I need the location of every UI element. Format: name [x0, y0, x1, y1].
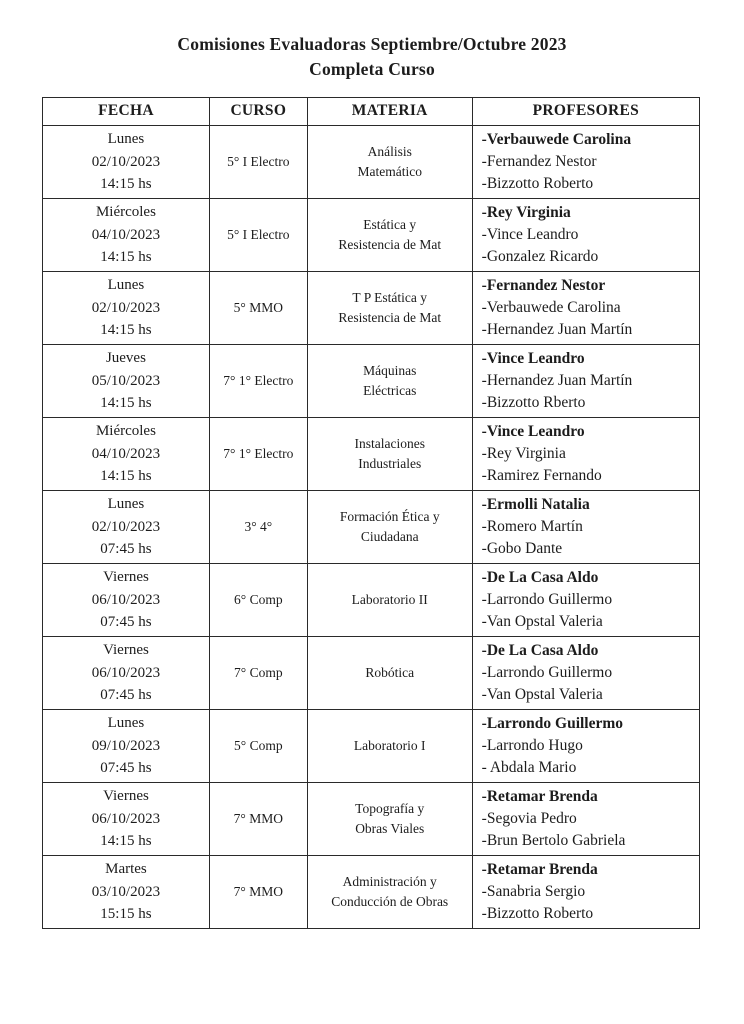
- cell-time: 14:15 hs: [100, 394, 152, 411]
- cell-date: 06/10/2023: [91, 810, 161, 827]
- cell-date: 06/10/2023: [91, 591, 161, 608]
- professor-name: -De La Casa Aldo: [481, 641, 599, 659]
- cell-fecha: [43, 490, 210, 563]
- cell-curso: 7° Comp: [209, 636, 307, 709]
- title-line-1: Comisiones Evaluadoras Septiembre/Octubre 2023: [177, 34, 567, 54]
- materia-line: Estática y: [363, 217, 417, 233]
- table-row: [43, 782, 700, 855]
- materia-line: T P Estática y: [352, 290, 428, 306]
- cell-time: 07:45 hs: [100, 759, 152, 776]
- professor-name: -De La Casa Aldo: [481, 568, 599, 586]
- materia-line: Ciudadana: [360, 528, 419, 544]
- professor-name: - Abdala Mario: [481, 758, 577, 776]
- cell-fecha: [43, 198, 210, 271]
- cell-time: 14:15 hs: [100, 321, 152, 338]
- professor-name: -Hernandez Juan Martín: [481, 371, 633, 389]
- cell-fecha: [43, 782, 210, 855]
- cell-profesores: [472, 271, 699, 344]
- materia-line: Topografía y: [355, 801, 425, 817]
- cell-profesores: [472, 855, 699, 928]
- cell-date: 09/10/2023: [91, 737, 161, 754]
- cell-materia: [307, 855, 472, 928]
- professor-name: -Verbauwede Carolina: [481, 298, 621, 316]
- header-profesores: PROFESORES: [472, 97, 699, 125]
- cell-date: 02/10/2023: [91, 153, 161, 170]
- cell-date: 06/10/2023: [91, 664, 161, 681]
- cell-materia: [307, 563, 472, 636]
- table-row: [43, 709, 700, 782]
- materia-line: Instalaciones: [354, 436, 425, 452]
- cell-curso: 5° MMO: [209, 271, 307, 344]
- professor-name: -Retamar Brenda: [481, 860, 598, 878]
- materia-line: Conducción de Obras: [331, 893, 449, 909]
- cell-curso: 7° MMO: [209, 782, 307, 855]
- professor-name: -Rey Virginia: [481, 444, 566, 462]
- cell-day: Viernes: [103, 642, 149, 659]
- professor-name: -Fernandez Nestor: [481, 152, 597, 170]
- cell-day: Miércoles: [95, 204, 156, 221]
- professor-name: -Bizzotto Roberto: [481, 174, 594, 192]
- materia-line: Matemático: [357, 163, 422, 179]
- cell-time: 14:15 hs: [100, 832, 152, 849]
- materia-line: Laboratorio II: [351, 591, 428, 607]
- table-row: [43, 198, 700, 271]
- cell-day: Miércoles: [95, 423, 156, 440]
- schedule-table-header: [43, 97, 700, 125]
- document-title: [0, 32, 744, 83]
- cell-fecha: [43, 855, 210, 928]
- cell-materia: [307, 125, 472, 198]
- cell-curso: 6° Comp: [209, 563, 307, 636]
- materia-line: Administración y: [342, 874, 437, 890]
- professor-name: -Larrondo Guillermo: [481, 714, 624, 732]
- table-row: [43, 563, 700, 636]
- professor-name: -Gonzalez Ricardo: [481, 247, 599, 265]
- professor-name: -Vince Leandro: [481, 225, 579, 243]
- cell-time: 07:45 hs: [100, 540, 152, 557]
- materia-line: Industriales: [358, 455, 422, 471]
- cell-fecha: [43, 636, 210, 709]
- table-row: [43, 271, 700, 344]
- cell-curso: 5° I Electro: [209, 125, 307, 198]
- title-line-2: Completa Curso: [309, 59, 435, 80]
- cell-profesores: [472, 344, 699, 417]
- cell-profesores: [472, 709, 699, 782]
- table-row: [43, 125, 700, 198]
- professor-name: -Larrondo Guillermo: [481, 663, 613, 681]
- cell-time: 15:15 hs: [100, 905, 152, 922]
- header-fecha: FECHA: [43, 97, 210, 125]
- table-row: [43, 636, 700, 709]
- schedule-table-body: [43, 125, 700, 928]
- cell-date: 03/10/2023: [91, 883, 161, 900]
- materia-line: Obras Viales: [355, 820, 425, 836]
- cell-materia: [307, 709, 472, 782]
- professor-name: -Van Opstal Valeria: [481, 685, 603, 703]
- header-materia: MATERIA: [307, 97, 472, 125]
- materia-line: Eléctricas: [363, 382, 417, 398]
- professor-name: -Ermolli Natalia: [481, 495, 590, 513]
- cell-profesores: [472, 125, 699, 198]
- cell-day: Martes: [105, 861, 147, 878]
- cell-fecha: [43, 709, 210, 782]
- cell-profesores: [472, 782, 699, 855]
- header-curso: CURSO: [209, 97, 307, 125]
- professor-name: -Bizzotto Roberto: [481, 904, 594, 922]
- materia-line: Formación Ética y: [339, 509, 440, 525]
- cell-fecha: [43, 563, 210, 636]
- cell-curso: 7° MMO: [209, 855, 307, 928]
- cell-curso: 5° Comp: [209, 709, 307, 782]
- materia-line: Resistencia de Mat: [338, 309, 442, 325]
- cell-time: 14:15 hs: [100, 175, 152, 192]
- materia-line: Robótica: [365, 664, 415, 680]
- materia-line: Análisis: [367, 144, 412, 160]
- professor-name: -Rey Virginia: [481, 203, 571, 221]
- table-row: [43, 417, 700, 490]
- cell-materia: [307, 344, 472, 417]
- table-row: [43, 855, 700, 928]
- cell-time: 07:45 hs: [100, 613, 152, 630]
- cell-date: 04/10/2023: [91, 226, 161, 243]
- cell-materia: [307, 271, 472, 344]
- professor-name: -Larrondo Guillermo: [481, 590, 613, 608]
- cell-day: Viernes: [103, 788, 149, 805]
- cell-profesores: [472, 563, 699, 636]
- cell-date: 02/10/2023: [91, 518, 161, 535]
- cell-curso: 7° 1° Electro: [209, 417, 307, 490]
- cell-day: Lunes: [107, 496, 145, 513]
- cell-fecha: [43, 417, 210, 490]
- professor-name: -Van Opstal Valeria: [481, 612, 603, 630]
- professor-name: -Romero Martín: [481, 517, 583, 535]
- professor-name: -Vince Leandro: [481, 349, 585, 367]
- cell-profesores: [472, 417, 699, 490]
- professor-name: -Larrondo Hugo: [481, 736, 583, 754]
- professor-name: -Gobo Dante: [481, 539, 563, 557]
- cell-fecha: [43, 344, 210, 417]
- professor-name: -Ramirez Fernando: [481, 466, 602, 484]
- professor-name: -Brun Bertolo Gabriela: [481, 831, 626, 849]
- materia-line: Máquinas: [363, 363, 417, 379]
- cell-day: Lunes: [107, 131, 145, 148]
- professor-name: -Bizzotto Rberto: [481, 393, 586, 411]
- cell-fecha: [43, 271, 210, 344]
- cell-profesores: [472, 636, 699, 709]
- professor-name: -Vince Leandro: [481, 422, 585, 440]
- professor-name: -Verbauwede Carolina: [481, 130, 632, 148]
- cell-date: 05/10/2023: [91, 372, 161, 389]
- cell-materia: [307, 636, 472, 709]
- table-row: [43, 344, 700, 417]
- cell-day: Jueves: [105, 350, 146, 367]
- cell-curso: 7° 1° Electro: [209, 344, 307, 417]
- schedule-table: [42, 97, 700, 929]
- materia-line: Laboratorio I: [353, 737, 426, 753]
- professor-name: -Sanabria Sergio: [481, 882, 586, 900]
- professor-name: -Fernandez Nestor: [481, 276, 606, 294]
- cell-materia: [307, 490, 472, 563]
- cell-materia: [307, 417, 472, 490]
- cell-profesores: [472, 490, 699, 563]
- cell-day: Lunes: [107, 277, 145, 294]
- cell-time: 07:45 hs: [100, 686, 152, 703]
- professor-name: -Retamar Brenda: [481, 787, 598, 805]
- cell-fecha: [43, 125, 210, 198]
- cell-time: 14:15 hs: [100, 248, 152, 265]
- cell-day: Lunes: [107, 715, 145, 732]
- table-row: [43, 490, 700, 563]
- cell-date: 04/10/2023: [91, 445, 161, 462]
- cell-date: 02/10/2023: [91, 299, 161, 316]
- materia-line: Resistencia de Mat: [338, 236, 442, 252]
- cell-curso: 3° 4°: [209, 490, 307, 563]
- cell-materia: [307, 782, 472, 855]
- cell-curso: 5° I Electro: [209, 198, 307, 271]
- cell-day: Viernes: [103, 569, 149, 586]
- cell-materia: [307, 198, 472, 271]
- cell-profesores: [472, 198, 699, 271]
- header-row: [43, 97, 700, 125]
- professor-name: -Segovia Pedro: [481, 809, 577, 827]
- cell-time: 14:15 hs: [100, 467, 152, 484]
- professor-name: -Hernandez Juan Martín: [481, 320, 633, 338]
